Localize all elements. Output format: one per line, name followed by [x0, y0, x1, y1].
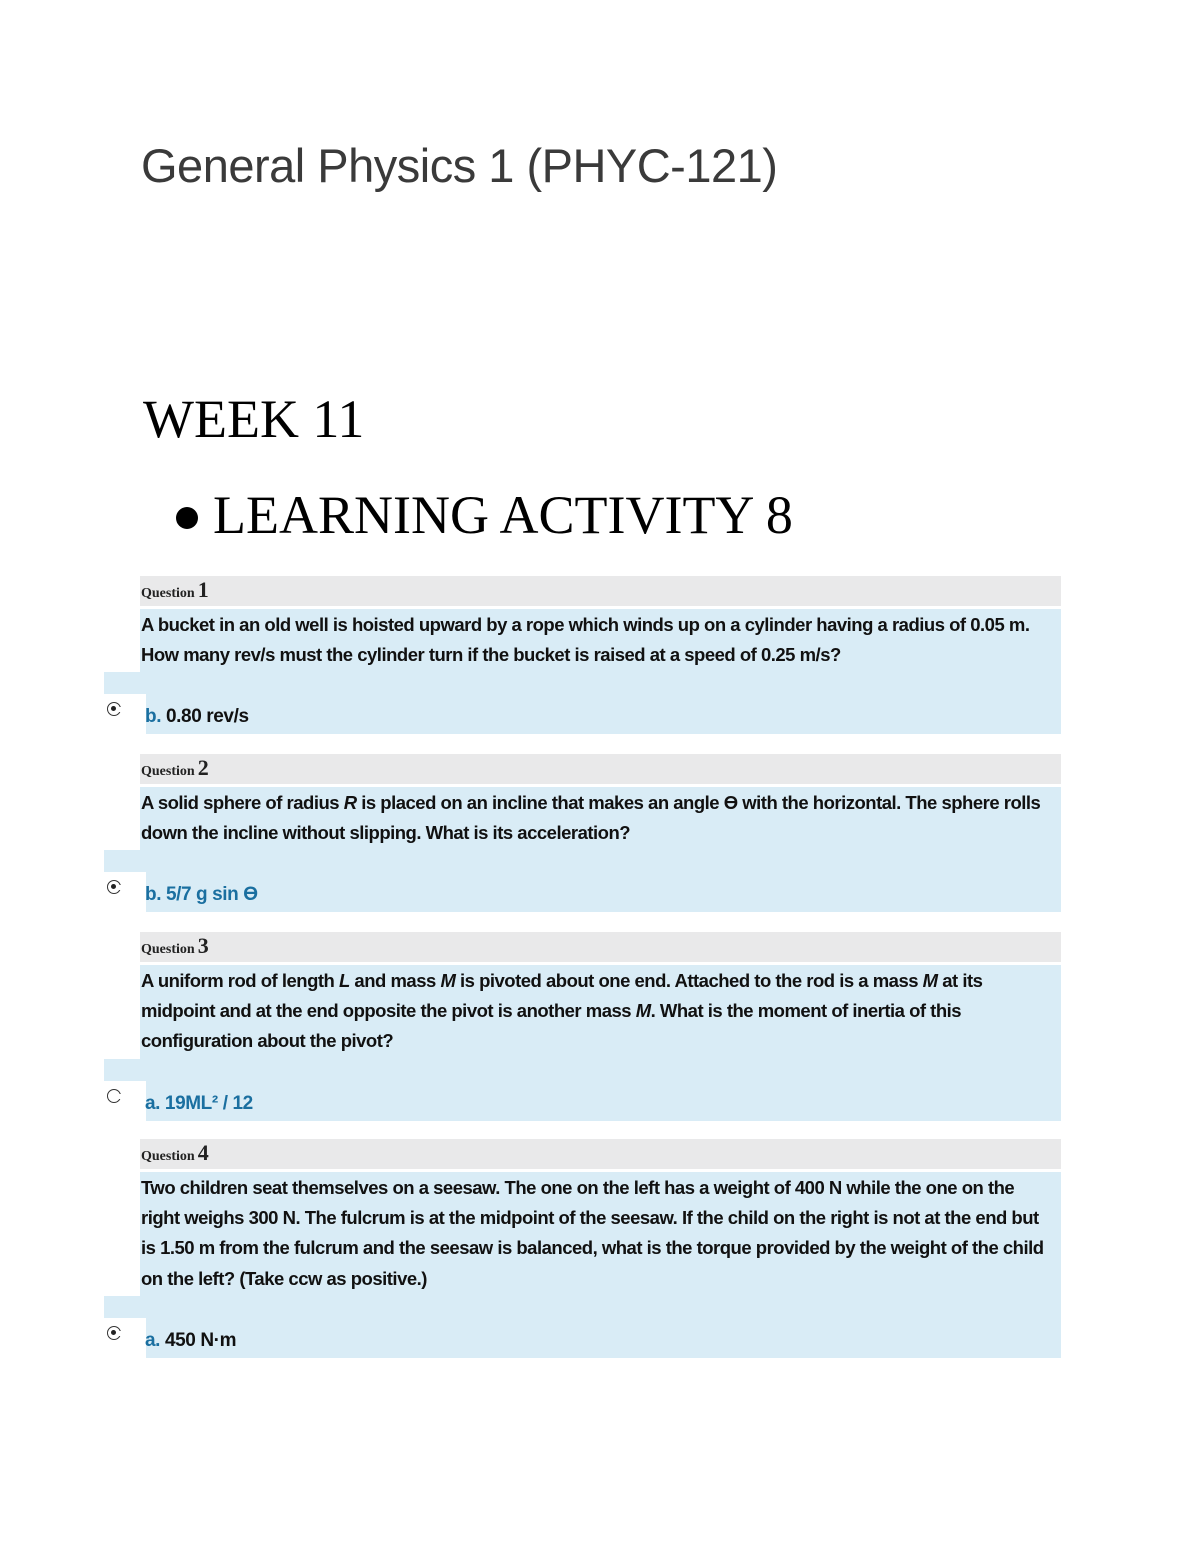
question-text-var: M [922, 970, 938, 991]
answer-value: 450 N·m [164, 1329, 237, 1351]
answer-row [104, 850, 1061, 912]
answer-row [104, 1296, 1061, 1358]
question-header [140, 754, 1061, 784]
question-text: Two children seat themselves on a seesaw. The one on the left has a weight of 400 N while the one on the right weighs 300 N. The fulcrum is at the midpoint of the seesaw. If the child on the right is not at the end but is 1.50 m from the fulcrum and the seesaw is balanced, what is the torque provided by the weight of the child on the left? (Take ccw as positive.) [141, 1177, 1044, 1289]
question-text [140, 966, 1061, 1057]
question-number: 4 [197, 1140, 209, 1165]
question-block [104, 754, 1061, 912]
question-text-part: at its midpoint and at the end opposite the pivot is another mass [141, 970, 983, 1022]
question-word: Question [141, 764, 195, 779]
question-text-var: L [338, 970, 350, 991]
question-text-var: R [343, 792, 357, 813]
question-text-var: M [440, 970, 456, 991]
question-number: 2 [197, 755, 209, 780]
question-block [104, 932, 1061, 1121]
question-word: Question [141, 942, 195, 957]
activity-title: LEARNING ACTIVITY 8 [213, 485, 793, 545]
question-block [104, 576, 1061, 734]
answer-letter: a. [145, 1329, 161, 1351]
answer-text[interactable]: a. 19ML² / 12 [145, 1092, 253, 1114]
answer-row [104, 672, 1061, 734]
week-title: WEEK 11 [143, 389, 365, 449]
question-text-part: A solid sphere of radius [141, 792, 344, 813]
question-label [141, 577, 209, 603]
question-label [141, 755, 209, 781]
question-number: 1 [197, 577, 209, 602]
question-text-part: is pivoted about one end. Attached to the rod is a mass [455, 970, 923, 991]
question-header [140, 576, 1061, 606]
question-text-part: and mass [349, 970, 441, 991]
question-text-box [140, 787, 1061, 850]
radio-unselected-icon[interactable] [107, 1089, 121, 1103]
question-text-box [140, 965, 1061, 1059]
question-label [141, 1140, 209, 1166]
question-header [140, 932, 1061, 962]
question-word: Question [141, 586, 195, 601]
answer-text[interactable] [145, 1330, 236, 1352]
question-text-part: . What is the moment of inertia of this configuration about the pivot? [141, 1000, 962, 1052]
question-text-box [140, 1172, 1061, 1296]
question-word: Question [141, 1149, 195, 1164]
question-text-box [140, 609, 1061, 672]
question-text-part: is placed on an incline that makes an angle ϴ with the horizontal. The sphere rolls down the incline without slipping. What is its acceleration? [141, 792, 1041, 844]
answer-row [104, 1059, 1061, 1121]
question-number: 3 [197, 933, 209, 958]
radio-selected-icon[interactable] [107, 1326, 121, 1340]
bullet-icon [176, 507, 198, 529]
question-text-var: M [635, 1000, 651, 1022]
question-text [140, 788, 1061, 848]
activity-heading [176, 484, 793, 546]
course-title: General Physics 1 (PHYC-121) [141, 139, 778, 192]
question-text-part: A uniform rod of length [141, 970, 339, 991]
question-block [104, 1139, 1061, 1358]
question-label [141, 933, 209, 959]
answer-letter: b. [145, 706, 162, 728]
question-header [140, 1139, 1061, 1169]
question-text: A bucket in an old well is hoisted upward by a rope which winds up on a cylinder having a radius of 0.05 m. How many rev/s must the cylinder turn if the bucket is raised at a speed of 0.25 m/s? [141, 614, 1030, 666]
answer-value: 0.80 rev/s [165, 706, 249, 728]
answer-background [104, 1296, 1061, 1358]
answer-text[interactable] [145, 706, 249, 728]
answer-text[interactable]: b. 5/7 g sin ϴ [145, 884, 258, 906]
